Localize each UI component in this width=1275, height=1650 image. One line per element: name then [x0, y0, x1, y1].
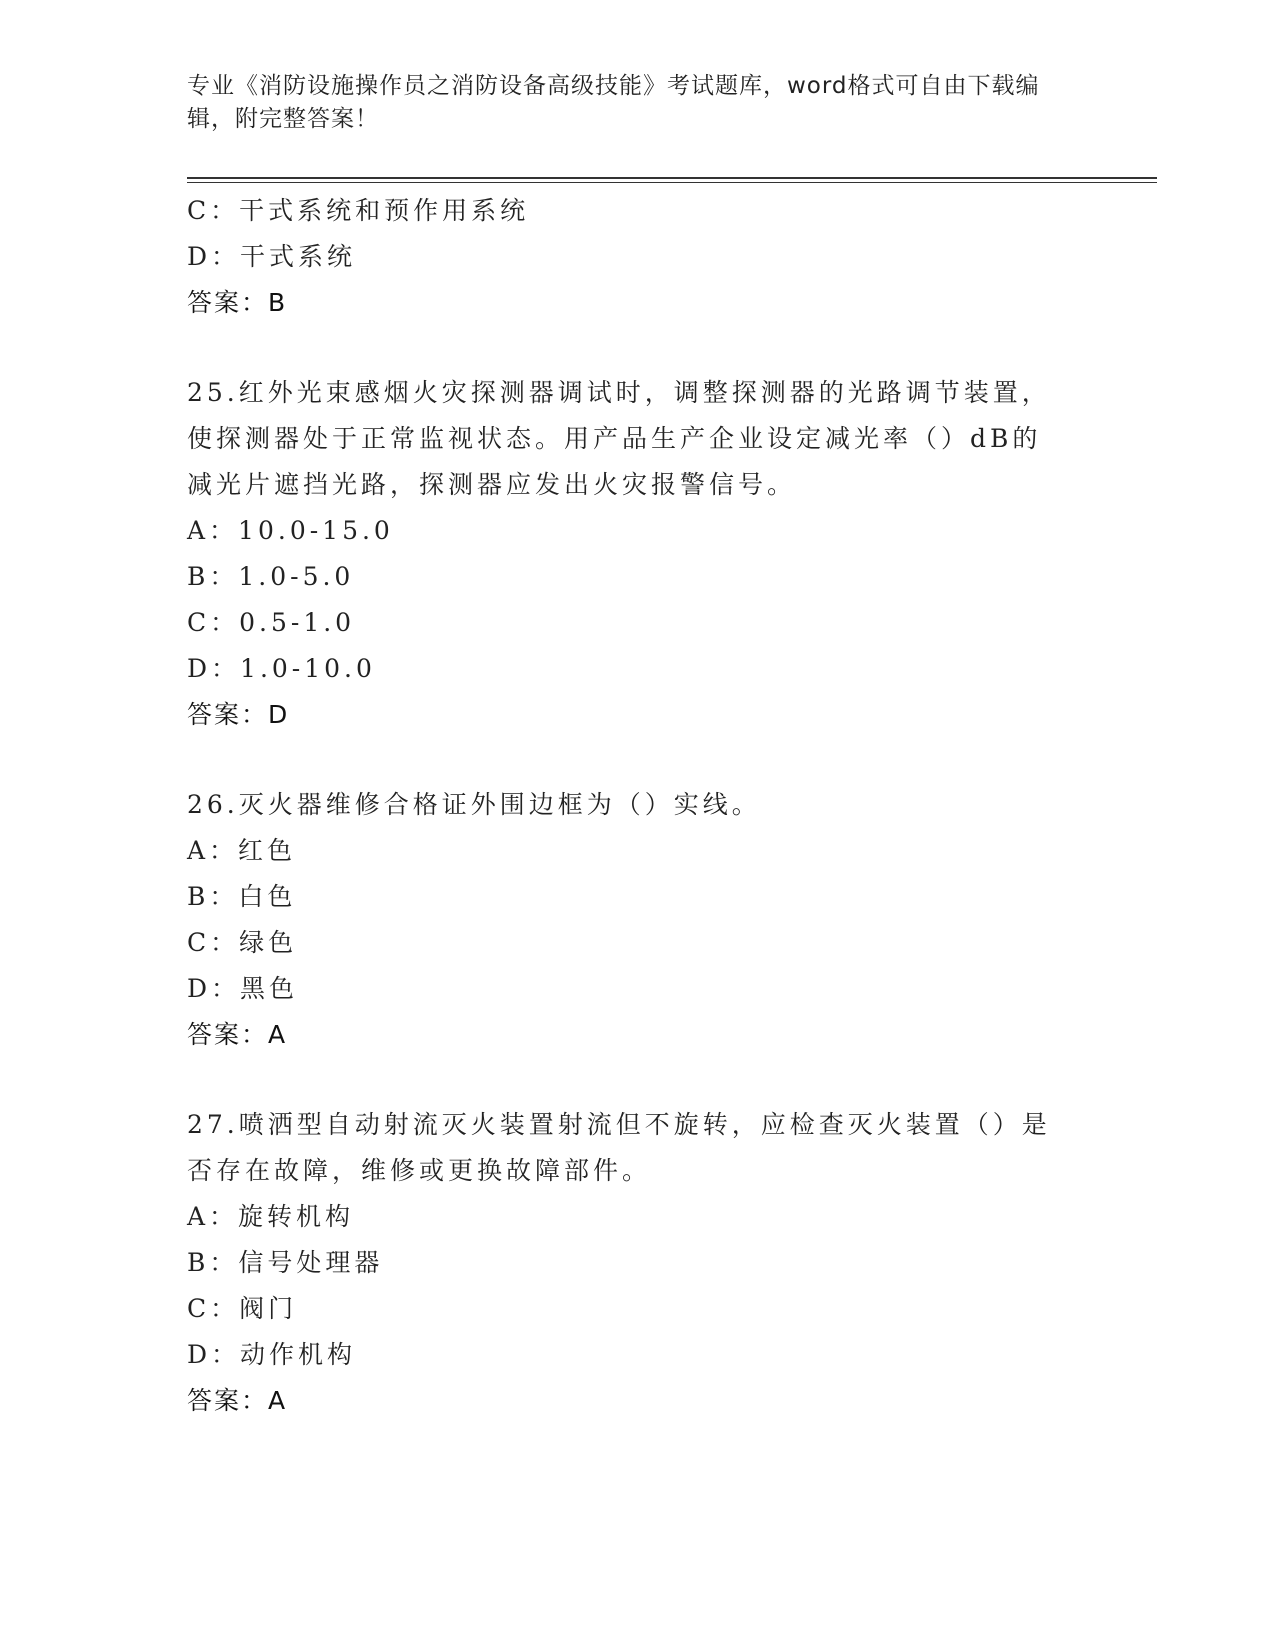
- answer-line: 答案：A: [187, 1386, 288, 1415]
- option-b: B：信号处理器: [187, 1248, 384, 1277]
- carryover-question: [187, 188, 1087, 326]
- option-c: C：0.5-1.0: [187, 608, 356, 637]
- header-divider-thin: [187, 182, 1157, 183]
- option-c: C：阀门: [187, 1294, 298, 1323]
- option-a: A：10.0-15.0: [187, 516, 394, 545]
- answer-line: 答案：A: [187, 1020, 288, 1049]
- option-d: D：黑色: [187, 974, 299, 1003]
- option-b: B：1.0-5.0: [187, 562, 355, 591]
- spacer: [187, 326, 1087, 370]
- document-header: 专业《消防设施操作员之消防设备高级技能》考试题库，word格式可自由下载编辑，附完整答案！: [187, 73, 1040, 132]
- answer-line: 答案：D: [187, 700, 290, 729]
- header-divider-thick: [187, 177, 1157, 179]
- option-d: D：1.0-10.0: [187, 654, 376, 683]
- question-stem: 25.红外光束感烟火灾探测器调试时，调整探测器的光路调节装置，使探测器处于正常监视状态。用产品生产企业设定减光率（）dB的减光片遮挡光路，探测器应发出火灾报警信号。: [187, 378, 1051, 499]
- option-d: D：动作机构: [187, 1340, 357, 1369]
- question-25: [187, 370, 1087, 738]
- option-b: B：白色: [187, 882, 297, 911]
- option-d: D：干式系统: [187, 242, 357, 271]
- option-a: A：旋转机构: [187, 1202, 355, 1231]
- question-stem: 27.喷洒型自动射流灭火装置射流但不旋转，应检查灭火装置（）是否存在故障，维修或更换故障部件。: [187, 1110, 1051, 1185]
- question-26: [187, 782, 1087, 1058]
- option-a: A：红色: [187, 836, 297, 865]
- option-c: C：干式系统和预作用系统: [187, 196, 530, 225]
- document-body: [187, 188, 1087, 1424]
- answer-line: 答案：B: [187, 288, 288, 317]
- question-stem: 26.灭火器维修合格证外围边框为（）实线。: [187, 790, 761, 819]
- question-27: [187, 1102, 1087, 1424]
- option-c: C：绿色: [187, 928, 298, 957]
- spacer: [187, 738, 1087, 782]
- spacer: [187, 1058, 1087, 1102]
